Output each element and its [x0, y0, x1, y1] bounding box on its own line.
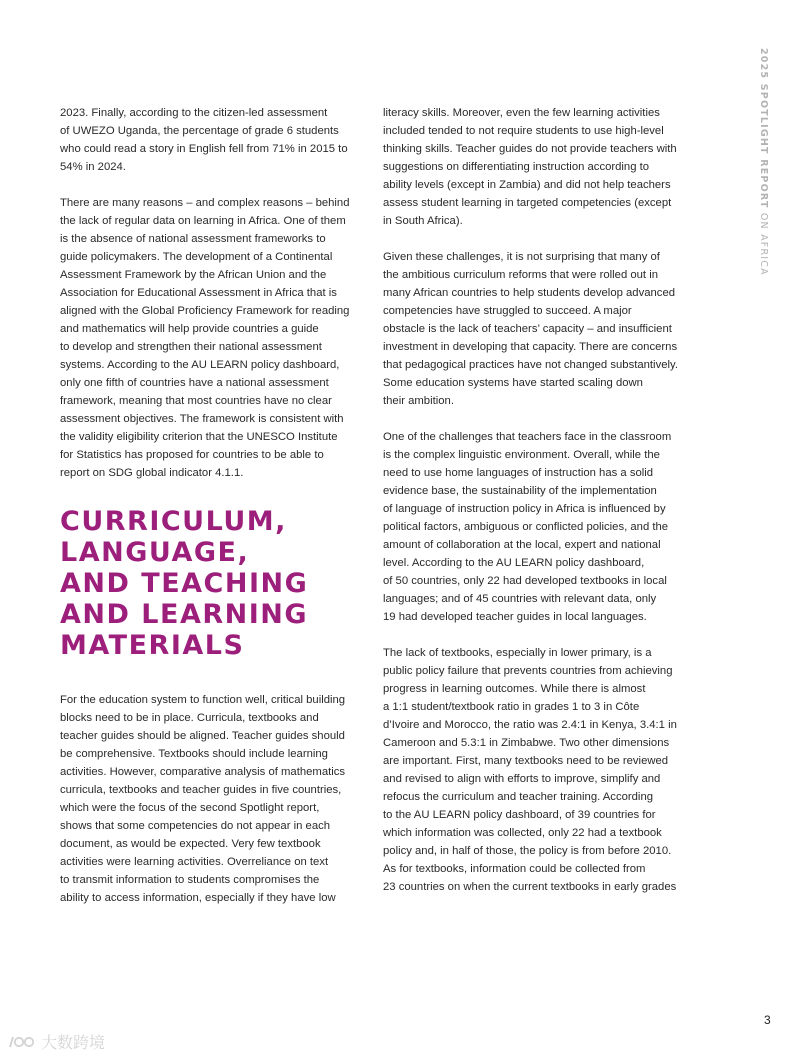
text-line: be comprehensive. Textbooks should include learning	[60, 748, 328, 760]
text-line: Given these challenges, it is not surprising that many of	[383, 251, 660, 263]
text-line: which were the focus of the second Spotlight report,	[60, 802, 320, 814]
text-line: d’Ivoire and Morocco, the ratio was 2.4:1 in Kenya, 3.4:1 in	[383, 719, 677, 731]
text-line: to transmit information to students compromises the	[60, 874, 320, 886]
side-label-light: ON AFRICA	[758, 208, 769, 276]
text-line: which information was collected, only 22 had a textbook	[383, 827, 662, 839]
heading-line: AND LEARNING	[60, 599, 309, 630]
text-line: policy and, in half of those, the policy is from before 2010.	[383, 845, 672, 857]
heading-line: AND TEACHING	[60, 568, 309, 599]
text-line: who could read a story in English fell from 71% in 2015 to	[60, 143, 348, 155]
text-line: is the absence of national assessment frameworks to	[60, 233, 326, 245]
text-line: the ambitious curriculum reforms that were rolled out in	[383, 269, 659, 281]
text-line: blocks need to be in place. Curricula, textbooks and	[60, 712, 319, 724]
paragraph-building-blocks	[60, 691, 360, 907]
text-line: For the education system to function well, critical building	[60, 694, 346, 706]
report-side-label	[758, 48, 769, 276]
text-line: many African countries to help students develop advanced	[383, 287, 676, 299]
text-line: of 50 countries, only 22 had developed textbooks in local	[383, 575, 667, 587]
heading-line: CURRICULUM,	[60, 506, 287, 537]
text-line: investment in developing that capacity. There are concerns	[383, 341, 678, 353]
text-line: One of the challenges that teachers face in the classroom	[383, 431, 672, 443]
text-line: report on SDG global indicator 4.1.1.	[60, 467, 244, 479]
text-line: 2023. Finally, according to the citizen-led assessment	[60, 107, 328, 119]
text-line: need to use home languages of instruction has a solid	[383, 467, 654, 479]
text-line: There are many reasons – and complex reasons – behind	[60, 197, 350, 209]
text-line: shows that some competencies do not appear in each	[60, 820, 331, 832]
text-line: guide policymakers. The development of a Continental	[60, 251, 333, 263]
text-line: The lack of textbooks, especially in lower primary, is a	[383, 647, 652, 659]
text-line: a 1:1 student/textbook ratio in grades 1 to 3 in Côte	[383, 701, 640, 713]
text-line: document, as would be expected. Very few textbook	[60, 838, 321, 850]
text-line: Association for Educational Assessment in Africa that is	[60, 287, 337, 299]
text-line: included tended to not require students to use high-level	[383, 125, 664, 137]
side-label-strong: 2025 SPOTLIGHT REPORT	[758, 48, 769, 209]
heading-line: MATERIALS	[60, 630, 245, 661]
paragraph-textbooks	[383, 644, 693, 896]
text-line: systems. According to the AU LEARN policy dashboard,	[60, 359, 340, 371]
text-line: of UWEZO Uganda, the percentage of grade 6 students	[60, 125, 339, 137]
text-line: curricula, textbooks and teacher guides in five countries,	[60, 784, 342, 796]
text-line: obstacle is the lack of teachers’ capacity – and insufficient	[383, 323, 672, 335]
text-line: languages; and of 45 countries with relevant data, only	[383, 593, 657, 605]
text-line: teacher guides should be aligned. Teacher guides should	[60, 730, 345, 742]
heading-line: LANGUAGE,	[60, 537, 250, 568]
paragraph-linguistic-environment	[383, 428, 693, 626]
right-column	[383, 104, 693, 914]
text-line: thinking skills. Teacher guides do not provide teachers with	[383, 143, 677, 155]
text-line: level. According to the AU LEARN policy dashboard,	[383, 557, 645, 569]
text-line: activities were learning activities. Overreliance on text	[60, 856, 329, 868]
text-line: progress in learning outcomes. While there is almost	[383, 683, 646, 695]
text-line: of language of instruction policy in Africa is influenced by	[383, 503, 666, 515]
text-line: for Statistics has proposed for countries to be able to	[60, 449, 324, 461]
text-line: in South Africa).	[383, 215, 463, 227]
text-line: to develop and strengthen their national assessment	[60, 341, 322, 353]
text-line: is the complex linguistic environment. Overall, while the	[383, 449, 660, 461]
paragraph-curriculum-reforms	[383, 248, 693, 410]
text-line: literacy skills. Moreover, even the few learning activities	[383, 107, 660, 119]
text-line: assessment objectives. The framework is consistent with	[60, 413, 344, 425]
text-line: refocus the curriculum and teacher training. According	[383, 791, 654, 803]
text-line: aligned with the Global Proficiency Framework for reading	[60, 305, 350, 317]
text-line: their ambition.	[383, 395, 454, 407]
watermark-text: 大数跨境	[41, 1033, 106, 1052]
text-line: the validity eligibility criterion that the UNESCO Institute	[60, 431, 338, 443]
text-line: to the AU LEARN policy dashboard, of 39 countries for	[383, 809, 656, 821]
text-line: ability to access information, especially if they have low	[60, 892, 336, 904]
paragraph-uwezo	[60, 104, 360, 176]
text-line: evidence base, the sustainability of the implementation	[383, 485, 657, 497]
text-line: that pedagogical practices have not changed substantively.	[383, 359, 678, 371]
text-line: 19 had developed teacher guides in local languages.	[383, 611, 647, 623]
text-line: suggestions on differentiating instruction according to	[383, 161, 650, 173]
text-line: public policy failure that prevents countries from achieving	[383, 665, 673, 677]
page-number: 3	[764, 1013, 771, 1027]
text-line: As for textbooks, information could be collected from	[383, 863, 646, 875]
text-line: activities. However, comparative analysis of mathematics	[60, 766, 346, 778]
text-line: and revised to align with efforts to improve, simplify and	[383, 773, 661, 785]
text-line: amount of collaboration at the local, expert and national	[383, 539, 661, 551]
text-line: Cameroon and 5.3:1 in Zimbabwe. Two other dimensions	[383, 737, 670, 749]
text-line: and mathematics will help provide countries a guide	[60, 323, 319, 335]
text-line: ability levels (except in Zambia) and did not help teachers	[383, 179, 671, 191]
text-line: the lack of regular data on learning in Africa. One of them	[60, 215, 346, 227]
paragraph-literacy-skills	[383, 104, 693, 230]
text-line: competencies have struggled to succeed. A major	[383, 305, 632, 317]
text-line: political factors, ambiguous or conflicted policies, and the	[383, 521, 669, 533]
text-line: 23 countries on when the current textbooks in early grades	[383, 881, 677, 893]
left-column	[60, 104, 360, 925]
section-heading	[60, 506, 360, 661]
watermark	[8, 1030, 105, 1053]
text-line: Some education systems have started scaling down	[383, 377, 643, 389]
text-line: 54% in 2024.	[60, 161, 126, 173]
text-line: are important. First, many textbooks need to be reviewed	[383, 755, 669, 767]
paragraph-assessment-frameworks	[60, 194, 360, 482]
watermark-logo-icon	[8, 1034, 38, 1050]
text-line: assess student learning in targeted competencies (except	[383, 197, 672, 209]
text-line: Assessment Framework by the African Union and the	[60, 269, 327, 281]
text-line: only one fifth of countries have a national assessment	[60, 377, 329, 389]
text-line: framework, meaning that most countries have no clear	[60, 395, 332, 407]
